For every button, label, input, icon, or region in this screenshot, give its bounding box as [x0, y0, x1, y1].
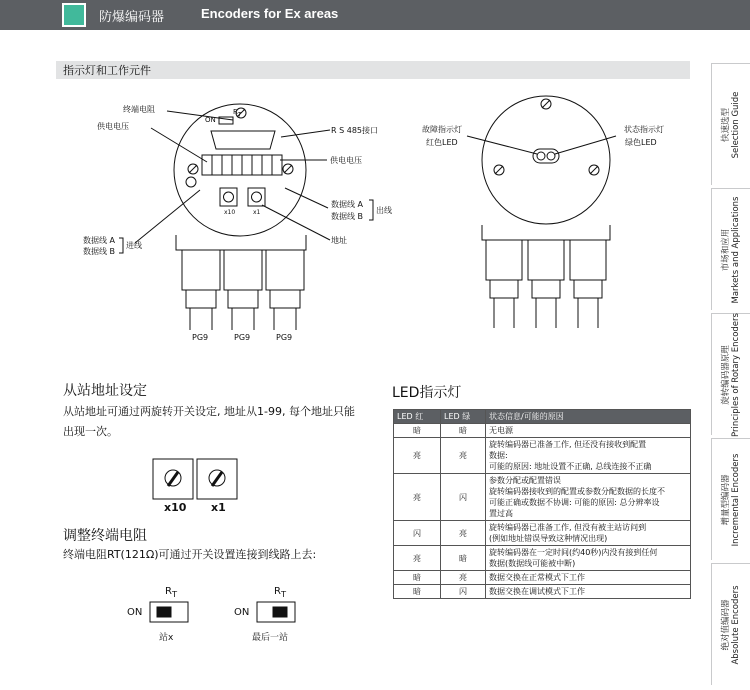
- tab-selection-guide-en: Selection Guide: [731, 91, 741, 158]
- led-green-cell: 亮: [441, 571, 486, 585]
- dial-x10-box: [153, 459, 193, 499]
- led-info-cell: [486, 438, 691, 474]
- cable-gland-3: [266, 250, 304, 290]
- slave-address-text-1: 从站地址可通过两旋转开关设定, 地址从1-99, 每个地址只能: [63, 405, 355, 418]
- address-dial-x1: [248, 188, 265, 206]
- switch-rt-1-letter: R: [165, 586, 172, 597]
- led-info-cell: [486, 521, 691, 546]
- label-supply-voltage-left: 供电电压: [97, 122, 129, 131]
- termination-text: 终端电阻RT(121Ω)可通过开关设置连接到线路上去:: [63, 548, 317, 561]
- db9-connector: [211, 131, 275, 149]
- screw-right-right: [589, 165, 599, 175]
- table-row: [394, 546, 691, 571]
- slave-address-heading: 从站地址设定: [63, 383, 147, 399]
- dial-x1-box: [197, 459, 237, 499]
- tab-absolute-en: Absolute Encoders: [731, 584, 741, 665]
- section-title: 指示灯和工作元件: [63, 64, 151, 77]
- label-on: ON: [205, 116, 216, 124]
- label-dial-x10: x10: [224, 209, 236, 216]
- led-green-cell: 暗: [441, 424, 486, 438]
- led-red-cell: 闪: [394, 521, 441, 546]
- switch-rt-2: [274, 586, 286, 599]
- cable-gland-2: [224, 250, 262, 290]
- encoder-right-body: [482, 96, 610, 224]
- table-row: [394, 585, 691, 599]
- info-line: 可能正确或数据不协调: 可能的原因: 总分辨率设: [489, 498, 660, 507]
- header-title-cn: 防爆编码器: [99, 10, 165, 25]
- switch-caption-2: 最后一站: [252, 633, 289, 643]
- switch-caption-1: 站x: [159, 633, 174, 643]
- label-status-led-2: 绿色LED: [625, 138, 657, 147]
- table-row: [394, 571, 691, 585]
- rt-switch: [219, 117, 233, 124]
- info-line: 旋转编码器已准备工作, 但还没有接收到配置: [489, 440, 647, 449]
- screw-left: [188, 164, 198, 174]
- red-led: [537, 152, 545, 160]
- side-tabs: [711, 60, 750, 690]
- led-green-cell: 亮: [441, 521, 486, 546]
- info-line: 数据(数据线可能被中断): [489, 559, 576, 568]
- label-fault-led-2: 红色LED: [426, 138, 458, 147]
- tab-markets-en: Markets and Applications: [731, 196, 741, 303]
- label-pg9-1: PG9: [192, 333, 209, 342]
- led-red-cell: 暗: [394, 424, 441, 438]
- label-data-line-b-out: 数据线 B: [331, 212, 364, 221]
- label-status-led-1: 状态指示灯: [624, 125, 664, 134]
- info-line: 旋转编码器在一定时间(约40秒)内没有接到任何: [489, 548, 658, 557]
- info-line: (例如地址错误导致这种情况出现): [489, 534, 608, 543]
- label-rt: [233, 108, 241, 118]
- green-led: [547, 152, 555, 160]
- logo-square: [62, 3, 86, 27]
- led-info-cell: [486, 474, 691, 521]
- label-pg9-3: PG9: [276, 333, 293, 342]
- led-green-cell: 亮: [441, 438, 486, 474]
- led-status-table: [393, 409, 691, 599]
- switch-rt-2-letter: R: [274, 586, 281, 597]
- led-green-cell: 闪: [441, 585, 486, 599]
- label-data-line-a-out: 数据线 A: [331, 200, 364, 209]
- label-address: 地址: [331, 236, 347, 245]
- led-info-cell: [486, 546, 691, 571]
- tab-incremental-cn: 增量型编码器: [721, 473, 731, 526]
- label-rt-letter: R: [233, 108, 238, 116]
- label-data-line-b-in: 数据线 B: [83, 247, 116, 256]
- label-out-line: 出线: [376, 206, 392, 215]
- tab-absolute[interactable]: [711, 563, 750, 685]
- tab-incremental-en: Incremental Encoders: [731, 453, 741, 546]
- switch-station-x: [150, 602, 188, 622]
- terminal-block: [202, 155, 282, 175]
- led-info-cell: [486, 424, 691, 438]
- led-col-green: LED 绿: [441, 410, 486, 424]
- switch-on-1: ON: [127, 607, 143, 618]
- dial-label-x10: x10: [164, 501, 187, 514]
- tab-principles[interactable]: [711, 313, 750, 435]
- led-red-cell: 亮: [394, 546, 441, 571]
- screw-right: [283, 164, 293, 174]
- label-pg9-2: PG9: [234, 333, 251, 342]
- screw-right-left: [494, 165, 504, 175]
- led-col-info: 状态信息/可能的原因: [486, 410, 691, 424]
- table-row: [394, 424, 691, 438]
- tab-selection-guide[interactable]: [711, 63, 750, 185]
- tab-markets-cn: 市场和应用: [721, 228, 731, 271]
- info-line: 置过高: [489, 509, 513, 518]
- switch-rt-1: [165, 586, 177, 599]
- tab-selection-guide-cn: 快速选型: [721, 107, 731, 142]
- info-line: 可能的原因: 地址设置不正确, 总线连接不正确: [489, 462, 652, 471]
- info-line: 旋转编码器接收到的配置或参数分配数据的长度不: [489, 487, 665, 496]
- termination-heading: 调整终端电阻: [63, 528, 147, 544]
- switch-rt-1-sub: T: [171, 589, 178, 599]
- led-red-cell: 暗: [394, 571, 441, 585]
- ground-symbol: [186, 177, 196, 187]
- led-red-cell: 亮: [394, 438, 441, 474]
- led-green-cell: 暗: [441, 546, 486, 571]
- led-red-cell: 亮: [394, 474, 441, 521]
- address-dial-x10: [220, 188, 237, 206]
- label-in-line: 进线: [126, 241, 142, 250]
- info-line: 无电源: [489, 426, 513, 435]
- led-col-red: LED 红: [394, 410, 441, 424]
- label-dial-x1: x1: [253, 209, 261, 216]
- label-supply-voltage-right: 供电电压: [330, 156, 362, 165]
- header-bar: [0, 0, 750, 30]
- label-terminating-resistor: 终端电阻: [123, 105, 155, 114]
- table-row: [394, 521, 691, 546]
- label-rs485: R S 485接口: [331, 126, 378, 135]
- switch-last-station: [257, 602, 295, 622]
- table-row: [394, 474, 691, 521]
- tab-incremental[interactable]: [711, 438, 750, 560]
- switch-rt-2-sub: T: [280, 589, 287, 599]
- led-info-cell: [486, 585, 691, 599]
- header-title-en: Encoders for Ex areas: [201, 6, 339, 21]
- switch-on-2: ON: [234, 607, 250, 618]
- table-row: [394, 438, 691, 474]
- led-red-cell: 暗: [394, 585, 441, 599]
- cable-gland-1: [182, 250, 220, 290]
- label-rt-sub: T: [237, 112, 242, 119]
- tab-markets[interactable]: [711, 188, 750, 310]
- info-line: 参数分配或配置错误: [489, 476, 561, 485]
- label-fault-led-1: 故障指示灯: [422, 125, 462, 134]
- led-green-cell: 闪: [441, 474, 486, 521]
- info-line: 数据:: [489, 451, 508, 460]
- info-line: 旋转编码器已准备工作, 但没有被主站访问到: [489, 523, 647, 532]
- info-line: 数据交换在调试模式下工作: [489, 587, 585, 596]
- tab-principles-cn: 旋转编码器原理: [721, 344, 731, 405]
- tab-principles-en: Principles of Rotary Encoders: [731, 312, 741, 437]
- led-heading: LED指示灯: [392, 385, 462, 401]
- section-bar: [56, 61, 690, 79]
- label-data-line-a-in: 数据线 A: [83, 236, 116, 245]
- screw-right-top: [541, 99, 551, 109]
- tab-absolute-cn: 绝对值编码器: [721, 598, 731, 651]
- encoder-left-body: [174, 104, 306, 236]
- led-info-cell: [486, 571, 691, 585]
- info-line: 数据交换在正常模式下工作: [489, 573, 585, 582]
- dial-label-x1: x1: [211, 501, 226, 514]
- slave-address-text-2: 出现一次。: [63, 425, 118, 438]
